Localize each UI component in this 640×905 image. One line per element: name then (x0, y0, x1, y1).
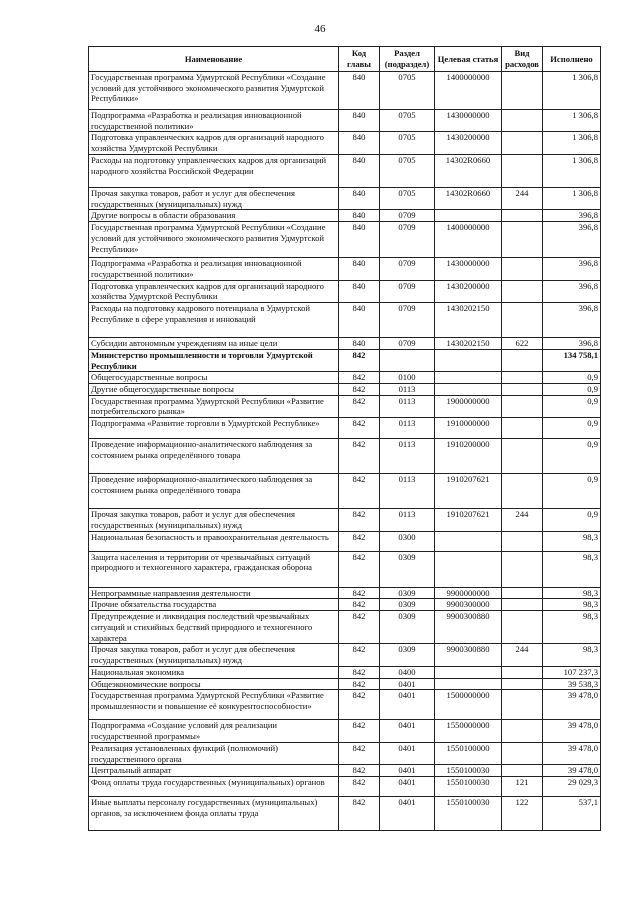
table-row (89, 395, 601, 417)
cell-article: 1910200000 (435, 439, 502, 474)
cell-code: 840 (339, 303, 380, 338)
cell-expense-type (502, 611, 543, 644)
cell-expense-type (502, 599, 543, 611)
cell-amount: 39 478,0 (543, 765, 601, 777)
cell-code: 840 (339, 338, 380, 350)
cell-section: 0709 (380, 210, 435, 222)
cell-expense-type (502, 395, 543, 417)
cell-code: 842 (339, 349, 380, 371)
cell-amount: 98,3 (543, 644, 601, 666)
cell-code: 840 (339, 222, 380, 258)
cell-name: Другие вопросы в области образования (89, 210, 339, 222)
cell-name: Прочие обязательства государства (89, 599, 339, 611)
cell-article: 1430202150 (435, 338, 502, 350)
cell-code: 842 (339, 742, 380, 764)
cell-article: 9900000000 (435, 587, 502, 599)
cell-section: 0709 (380, 303, 435, 338)
cell-article: 1430000000 (435, 110, 502, 132)
cell-article: 1430200000 (435, 132, 502, 154)
table-row (89, 154, 601, 187)
cell-section: 0401 (380, 765, 435, 777)
cell-amount: 98,3 (543, 599, 601, 611)
cell-name: Прочая закупка товаров, работ и услуг для обеспечения государственных (муниципальных) нужд (89, 509, 339, 531)
cell-name: Защита населения и территории от чрезвычайных ситуаций природного и техногенного характера, гражданская оборона (89, 551, 339, 587)
cell-amount: 1 306,8 (543, 132, 601, 154)
cell-section: 0401 (380, 690, 435, 720)
cell-article: 1550100030 (435, 796, 502, 830)
cell-section: 0113 (380, 395, 435, 417)
table-row (89, 551, 601, 587)
table-row (89, 678, 601, 690)
cell-code: 842 (339, 474, 380, 509)
cell-expense-type (502, 222, 543, 258)
cell-code: 842 (339, 372, 380, 384)
cell-section: 0705 (380, 110, 435, 132)
cell-article: 9900300000 (435, 599, 502, 611)
cell-amount: 98,3 (543, 611, 601, 644)
cell-name: Прочая закупка товаров, работ и услуг для обеспечения государственных (муниципальных) нужд (89, 644, 339, 666)
cell-name: Субсидии автономным учреждениям на иные цели (89, 338, 339, 350)
header-amount: Исполнено (543, 47, 601, 72)
cell-expense-type (502, 210, 543, 222)
cell-expense-type (502, 132, 543, 154)
table-header-row (89, 47, 601, 72)
cell-expense-type (502, 258, 543, 280)
table-row (89, 509, 601, 531)
cell-expense-type (502, 384, 543, 396)
cell-name: Центральный аппарат (89, 765, 339, 777)
cell-amount: 0,9 (543, 418, 601, 439)
cell-expense-type (502, 110, 543, 132)
cell-name: Государственная программа Удмуртской Республики «Развитие промышленности и повышение её конкурентоспособности» (89, 690, 339, 720)
cell-name: Национальная безопасность и правоохранительная деятельность (89, 531, 339, 551)
cell-code: 840 (339, 72, 380, 110)
cell-section: 0709 (380, 338, 435, 350)
cell-amount: 29 029,3 (543, 776, 601, 796)
cell-name: Общегосударственные вопросы (89, 372, 339, 384)
cell-section: 0309 (380, 644, 435, 666)
cell-expense-type (502, 587, 543, 599)
cell-name: Подпрограмма «Развитие торговли в Удмуртской Республике» (89, 418, 339, 439)
cell-name: Государственная программа Удмуртской Республики «Развитие потребительского рынка» (89, 395, 339, 417)
table-row (89, 765, 601, 777)
cell-section: 0309 (380, 587, 435, 599)
cell-expense-type (502, 765, 543, 777)
cell-expense-type (502, 72, 543, 110)
cell-code: 842 (339, 599, 380, 611)
cell-amount: 537,1 (543, 796, 601, 830)
header-article: Целевая статья (435, 47, 502, 72)
cell-code: 840 (339, 280, 380, 302)
cell-name: Непрограммные направления деятельности (89, 587, 339, 599)
cell-code: 842 (339, 587, 380, 599)
cell-article: 9900300880 (435, 611, 502, 644)
cell-amount: 134 758,1 (543, 349, 601, 371)
cell-amount: 396,8 (543, 210, 601, 222)
table-row (89, 187, 601, 209)
cell-amount: 39 478,0 (543, 690, 601, 720)
table-row (89, 611, 601, 644)
cell-section: 0709 (380, 280, 435, 302)
cell-expense-type (502, 690, 543, 720)
cell-name: Подпрограмма «Создание условий для реализации государственной программы» (89, 720, 339, 742)
cell-code: 842 (339, 678, 380, 690)
cell-code: 840 (339, 187, 380, 209)
table-row (89, 474, 601, 509)
cell-code: 842 (339, 720, 380, 742)
cell-expense-type (502, 666, 543, 678)
cell-expense-type (502, 678, 543, 690)
cell-amount: 396,8 (543, 338, 601, 350)
cell-amount: 1 306,8 (543, 110, 601, 132)
cell-name: Реализация установленных функций (полномочий) государственного органа (89, 742, 339, 764)
page-number: 46 (314, 23, 326, 35)
cell-article: 1900000000 (435, 395, 502, 417)
cell-code: 842 (339, 384, 380, 396)
cell-section: 0100 (380, 372, 435, 384)
cell-section: 0705 (380, 72, 435, 110)
table-row (89, 587, 601, 599)
cell-code: 842 (339, 439, 380, 474)
cell-expense-type (502, 303, 543, 338)
cell-article: 1550000000 (435, 720, 502, 742)
cell-article: 1550100030 (435, 765, 502, 777)
table-row (89, 258, 601, 280)
cell-code: 842 (339, 666, 380, 678)
cell-expense-type (502, 349, 543, 371)
cell-code: 842 (339, 611, 380, 644)
cell-name: Другие общегосударственные вопросы (89, 384, 339, 396)
cell-expense-type (502, 280, 543, 302)
cell-name: Расходы на подготовку управленческих кадров для организаций народного хозяйства Российской Федерации (89, 154, 339, 187)
cell-section: 0401 (380, 796, 435, 830)
cell-section: 0401 (380, 776, 435, 796)
cell-section: 0709 (380, 222, 435, 258)
cell-article (435, 349, 502, 371)
cell-article: 1430200000 (435, 280, 502, 302)
cell-section: 0300 (380, 531, 435, 551)
cell-amount: 0,9 (543, 509, 601, 531)
table-row (89, 776, 601, 796)
table-row (89, 384, 601, 396)
cell-amount: 0,9 (543, 474, 601, 509)
table-row (89, 742, 601, 764)
cell-expense-type (502, 474, 543, 509)
table-row (89, 666, 601, 678)
header-name: Наименование (89, 47, 339, 72)
table-row (89, 349, 601, 371)
cell-article (435, 666, 502, 678)
cell-expense-type (502, 439, 543, 474)
cell-article: 1500000000 (435, 690, 502, 720)
cell-section: 0113 (380, 439, 435, 474)
cell-amount: 396,8 (543, 303, 601, 338)
cell-name: Проведение информационно-аналитического наблюдения за состоянием рынка определённого товара (89, 474, 339, 509)
budget-execution-table (88, 46, 601, 831)
table-row (89, 72, 601, 110)
table-row (89, 439, 601, 474)
table-body (89, 72, 601, 831)
cell-code: 840 (339, 132, 380, 154)
cell-amount: 39 538,3 (543, 678, 601, 690)
cell-article (435, 210, 502, 222)
cell-amount: 39 478,0 (543, 742, 601, 764)
cell-amount: 396,8 (543, 258, 601, 280)
cell-article: 1910207621 (435, 474, 502, 509)
cell-article (435, 372, 502, 384)
table-row (89, 303, 601, 338)
cell-name: Подготовка управленческих кадров для организаций народного хозяйства Удмуртской Республики (89, 132, 339, 154)
cell-code: 842 (339, 796, 380, 830)
cell-code: 840 (339, 258, 380, 280)
cell-code: 842 (339, 765, 380, 777)
cell-section: 0113 (380, 474, 435, 509)
cell-article: 14302R0660 (435, 154, 502, 187)
cell-amount: 107 237,3 (543, 666, 601, 678)
cell-article: 1430000000 (435, 258, 502, 280)
cell-expense-type (502, 720, 543, 742)
cell-article: 14302R0660 (435, 187, 502, 209)
cell-expense-type (502, 531, 543, 551)
header-code: Код главы (339, 47, 380, 72)
cell-amount: 98,3 (543, 551, 601, 587)
cell-amount: 98,3 (543, 587, 601, 599)
table-row (89, 531, 601, 551)
cell-article: 1430202150 (435, 303, 502, 338)
cell-article: 1910000000 (435, 418, 502, 439)
table-row (89, 222, 601, 258)
cell-amount: 1 306,8 (543, 154, 601, 187)
cell-name: Государственная программа Удмуртской Республики «Создание условий для устойчивого экономического развития Удмуртской Республики» (89, 72, 339, 110)
cell-name: Фонд оплаты труда государственных (муниципальных) органов (89, 776, 339, 796)
cell-section: 0709 (380, 258, 435, 280)
cell-amount: 0,9 (543, 384, 601, 396)
cell-section: 0309 (380, 611, 435, 644)
cell-amount: 1 306,8 (543, 187, 601, 209)
cell-section: 0401 (380, 678, 435, 690)
table-row (89, 720, 601, 742)
cell-name: Расходы на подготовку кадрового потенциала в Удмуртской Республике в сфере управления и инноваций (89, 303, 339, 338)
cell-section: 0113 (380, 418, 435, 439)
cell-code: 842 (339, 551, 380, 587)
cell-section: 0400 (380, 666, 435, 678)
table-row (89, 110, 601, 132)
cell-expense-type (502, 742, 543, 764)
table-row (89, 796, 601, 830)
cell-name: Проведение информационно-аналитического наблюдения за состоянием рынка определённого товара (89, 439, 339, 474)
cell-section (380, 349, 435, 371)
cell-code: 842 (339, 776, 380, 796)
cell-code: 842 (339, 690, 380, 720)
table-row (89, 418, 601, 439)
cell-code: 842 (339, 395, 380, 417)
cell-code: 842 (339, 418, 380, 439)
cell-expense-type: 244 (502, 509, 543, 531)
cell-article (435, 551, 502, 587)
cell-article: 1550100000 (435, 742, 502, 764)
cell-amount: 39 478,0 (543, 720, 601, 742)
table-row (89, 690, 601, 720)
cell-section: 0705 (380, 154, 435, 187)
cell-article: 1550100030 (435, 776, 502, 796)
table-row (89, 338, 601, 350)
cell-expense-type: 244 (502, 187, 543, 209)
cell-name: Государственная программа Удмуртской Республики «Создание условий для устойчивого экономического развития Удмуртской Республики» (89, 222, 339, 258)
cell-amount: 396,8 (543, 222, 601, 258)
cell-amount: 1 306,8 (543, 72, 601, 110)
cell-name: Министерство промышленности и торговли Удмуртской Республики (89, 349, 339, 371)
cell-article: 9900300880 (435, 644, 502, 666)
cell-section: 0113 (380, 384, 435, 396)
cell-name: Прочая закупка товаров, работ и услуг для обеспечения государственных (муниципальных) нужд (89, 187, 339, 209)
cell-code: 842 (339, 644, 380, 666)
cell-article: 1910207621 (435, 509, 502, 531)
cell-section: 0113 (380, 509, 435, 531)
cell-section: 0401 (380, 742, 435, 764)
cell-section: 0705 (380, 187, 435, 209)
cell-code: 840 (339, 154, 380, 187)
cell-expense-type: 122 (502, 796, 543, 830)
cell-article (435, 531, 502, 551)
cell-article: 1400000000 (435, 222, 502, 258)
cell-expense-type: 121 (502, 776, 543, 796)
cell-name: Подпрограмма «Разработка и реализация инновационной государственной политики» (89, 110, 339, 132)
cell-amount: 0,9 (543, 372, 601, 384)
cell-expense-type: 622 (502, 338, 543, 350)
cell-name: Подготовка управленческих кадров для организаций народного хозяйства Удмуртской Республики (89, 280, 339, 302)
header-expense-type: Вид расходов (502, 47, 543, 72)
cell-section: 0705 (380, 132, 435, 154)
cell-amount: 0,9 (543, 395, 601, 417)
cell-expense-type (502, 154, 543, 187)
cell-section: 0309 (380, 551, 435, 587)
cell-code: 840 (339, 110, 380, 132)
table-row (89, 599, 601, 611)
cell-name: Иные выплаты персоналу государственных (муниципальных) органов, за исключением фонда оплаты труда (89, 796, 339, 830)
cell-expense-type (502, 372, 543, 384)
cell-code: 842 (339, 531, 380, 551)
cell-amount: 98,3 (543, 531, 601, 551)
cell-expense-type (502, 551, 543, 587)
cell-article: 1400000000 (435, 72, 502, 110)
table-row (89, 644, 601, 666)
cell-section: 0401 (380, 720, 435, 742)
cell-expense-type: 244 (502, 644, 543, 666)
table-row (89, 132, 601, 154)
cell-name: Подпрограмма «Разработка и реализация инновационной государственной политики» (89, 258, 339, 280)
cell-expense-type (502, 418, 543, 439)
table-row (89, 280, 601, 302)
cell-code: 840 (339, 210, 380, 222)
cell-name: Национальная экономика (89, 666, 339, 678)
cell-name: Предупреждение и ликвидация последствий чрезвычайных ситуаций и стихийных бедствий природного и техногенного характера (89, 611, 339, 644)
cell-amount: 0,9 (543, 439, 601, 474)
cell-amount: 396,8 (543, 280, 601, 302)
cell-article (435, 678, 502, 690)
cell-code: 842 (339, 509, 380, 531)
header-section: Раздел (подраздел) (380, 47, 435, 72)
cell-article (435, 384, 502, 396)
table-row (89, 372, 601, 384)
table-row (89, 210, 601, 222)
cell-name: Общеэкономические вопросы (89, 678, 339, 690)
cell-section: 0309 (380, 599, 435, 611)
